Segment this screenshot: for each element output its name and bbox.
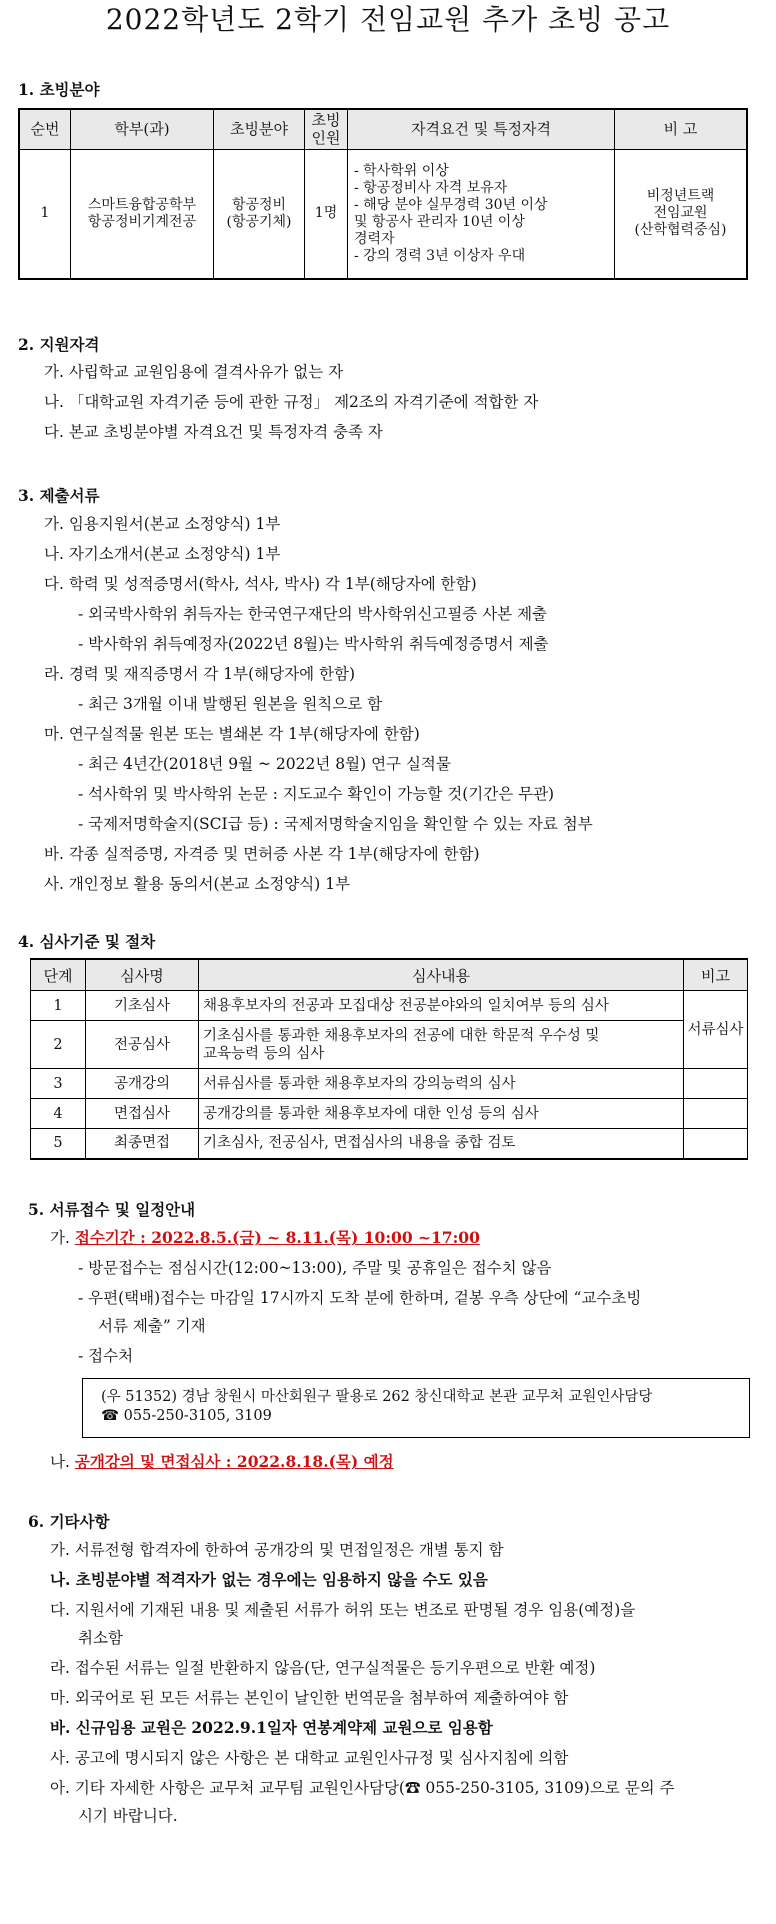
schedule-subitem-cont: 서류 제출” 기재 (98, 1317, 206, 1335)
header-dept: 학부(과) (71, 109, 214, 149)
misc-item: 다. 지원서에 기재된 내용 및 제출된 서류가 허위 또는 변조로 판명될 경우 임용(예정)을 (50, 1601, 636, 1619)
application-period: 접수기간 : 2022.8.5.(금) ~ 8.11.(목) 10:00 ~17:00 (74, 1228, 480, 1247)
stage-name: 공개강의 (86, 1069, 199, 1099)
stage-remark (684, 1099, 748, 1129)
recruitment-field-table (18, 108, 748, 280)
eligibility-item: 가. 사립학교 교원임용에 결격사유가 없는 자 (44, 363, 344, 381)
section-1-heading: 1. 초빙분야 (18, 80, 100, 99)
stage-name: 전공심사 (86, 1021, 199, 1069)
document-item: 가. 임용지원서(본교 소정양식) 1부 (44, 515, 281, 533)
row-count: 1명 (305, 149, 348, 279)
misc-item: 나. 초빙분야별 적격자가 없는 경우에는 임용하지 않을 수도 있음 (50, 1570, 488, 1589)
schedule-subitem: - 방문접수는 점심시간(12:00~13:00), 주말 및 공휴일은 접수치 않음 (78, 1259, 552, 1277)
document-item: 마. 연구실적물 원본 또는 별쇄본 각 1부(해당자에 한함) (44, 725, 420, 743)
misc-item-cont: 취소함 (78, 1629, 123, 1647)
stage-no: 2 (31, 1021, 86, 1069)
stage-content: 기초심사를 통과한 채용후보자의 전공에 대한 학문적 우수성 및 교육능력 등의 심사 (199, 1021, 684, 1069)
stage-content: 채용후보자의 전공과 모집대상 전공분야와의 일치여부 등의 심사 (199, 991, 684, 1021)
header-remark: 비고 (684, 959, 748, 991)
misc-item: 아. 기타 자세한 사항은 교무처 교무팀 교원인사담당(☎ 055-250-3105, 3109)으로 문의 주 (50, 1779, 675, 1797)
section-4-heading: 4. 심사기준 및 절차 (18, 932, 156, 951)
schedule-item-ga (50, 1228, 480, 1248)
row-dept: 스마트융합공학부 항공정비기계전공 (71, 149, 214, 279)
document-subitem: - 최근 3개월 이내 발행된 원본을 원칙으로 함 (78, 695, 383, 713)
stage-content: 기초심사, 전공심사, 면접심사의 내용을 종합 검토 (199, 1129, 684, 1159)
document-item: 나. 자기소개서(본교 소정양식) 1부 (44, 545, 281, 563)
misc-item: 마. 외국어로 된 모든 서류는 본인이 날인한 번역문을 첨부하여 제출하여야 함 (50, 1689, 569, 1707)
section-5-heading: 5. 서류접수 및 일정안내 (28, 1200, 196, 1219)
stage-no: 5 (31, 1129, 86, 1159)
stage-name: 최종면접 (86, 1129, 199, 1159)
section-3-heading: 3. 제출서류 (18, 486, 100, 505)
row-field: 항공정비 (항공기체) (214, 149, 305, 279)
item-prefix: 가. (50, 1229, 70, 1247)
stage-content: 공개강의를 통과한 채용후보자에 대한 인성 등의 심사 (199, 1099, 684, 1129)
misc-item: 사. 공고에 명시되지 않은 사항은 본 대학교 교원인사규정 및 심사지침에 의함 (50, 1749, 569, 1767)
section-2-heading: 2. 지원자격 (18, 335, 100, 354)
header-qualification: 자격요건 및 특정자격 (348, 109, 615, 149)
document-subitem: - 박사학위 취득예정자(2022년 8월)는 박사학위 취득예정증명서 제출 (78, 635, 549, 653)
document-screening-note: 서류심사 (684, 991, 748, 1069)
row-qualification: - 학사학위 이상 - 항공정비사 자격 보유자 - 해당 분야 실무경력 30년 이상 및 항공사 관리자 10년 이상 경력자 - 강의 경력 3년 이상자 우대 (348, 149, 615, 279)
document-subitem: - 국제저명학술지(SCI급 등) : 국제저명학술지임을 확인할 수 있는 자료 첨부 (78, 815, 593, 833)
stage-remark (684, 1069, 748, 1099)
schedule-subitem: - 우편(택배)접수는 마감일 17시까지 도착 분에 한하며, 겉봉 우측 상단에 “교수초빙 (78, 1289, 642, 1307)
document-item: 바. 각종 실적증명, 자격증 및 면허증 사본 각 1부(해당자에 한함) (44, 845, 480, 863)
header-screening-name: 심사명 (86, 959, 199, 991)
header-field: 초빙분야 (214, 109, 305, 149)
stage-no: 1 (31, 991, 86, 1021)
stage-remark (684, 1129, 748, 1159)
lecture-interview-date: 공개강의 및 면접심사 : 2022.8.18.(목) 예정 (74, 1452, 394, 1471)
schedule-subitem: - 접수처 (78, 1347, 134, 1365)
document-item: 라. 경력 및 재직증명서 각 1부(해당자에 한함) (44, 665, 355, 683)
misc-item: 바. 신규임용 교원은 2022.9.1일자 연봉계약제 교원으로 임용함 (50, 1718, 493, 1737)
document-subitem: - 석사학위 및 박사학위 논문 : 지도교수 확인이 가능할 것(기간은 무관) (78, 785, 555, 803)
address-line: (우 51352) 경남 창원시 마산회원구 팔용로 262 창신대학교 본관 교무처 교원인사담당 (101, 1389, 653, 1405)
stage-name: 면접심사 (86, 1099, 199, 1129)
misc-item: 라. 접수된 서류는 일절 반환하지 않음(단, 연구실적물은 등기우편으로 반환 예정) (50, 1659, 596, 1677)
row-note: 비정년트랙 전임교원 (산학협력중심) (615, 149, 748, 279)
stage-no: 3 (31, 1069, 86, 1099)
header-no: 순번 (19, 109, 71, 149)
header-screening-content: 심사내용 (199, 959, 684, 991)
section-6-heading: 6. 기타사항 (28, 1512, 110, 1531)
document-subitem: - 최근 4년간(2018년 9월 ~ 2022년 8월) 연구 실적물 (78, 755, 451, 773)
stage-no: 4 (31, 1099, 86, 1129)
misc-item: 가. 서류전형 합격자에 한하여 공개강의 및 면접일정은 개별 통지 함 (50, 1541, 504, 1559)
schedule-item-na (50, 1452, 394, 1472)
document-item: 사. 개인정보 활용 동의서(본교 소정양식) 1부 (44, 875, 351, 893)
document-item: 다. 학력 및 성적증명서(학사, 석사, 박사) 각 1부(해당자에 한함) (44, 575, 477, 593)
misc-item-cont: 시기 바랍니다. (78, 1807, 178, 1825)
stage-content: 서류심사를 통과한 채용후보자의 강의능력의 심사 (199, 1069, 684, 1099)
address-box (82, 1378, 750, 1438)
eligibility-item: 나. 「대학교원 자격기준 등에 관한 규정」 제2조의 자격기준에 적합한 자 (44, 393, 539, 411)
item-prefix: 나. (50, 1453, 70, 1471)
document-subitem: - 외국박사학위 취득자는 한국연구재단의 박사학위신고필증 사본 제출 (78, 605, 548, 623)
header-stage: 단계 (31, 959, 86, 991)
header-note: 비 고 (615, 109, 748, 149)
header-count: 초빙 인원 (305, 109, 348, 149)
phone-line: ☎ 055-250-3105, 3109 (101, 1408, 272, 1424)
eligibility-item: 다. 본교 초빙분야별 자격요건 및 특정자격 충족 자 (44, 423, 383, 441)
screening-table (30, 958, 748, 1160)
row-no: 1 (19, 149, 71, 279)
stage-name: 기초심사 (86, 991, 199, 1021)
page-title: 2022학년도 2학기 전임교원 추가 초빙 공고 (105, 3, 671, 36)
